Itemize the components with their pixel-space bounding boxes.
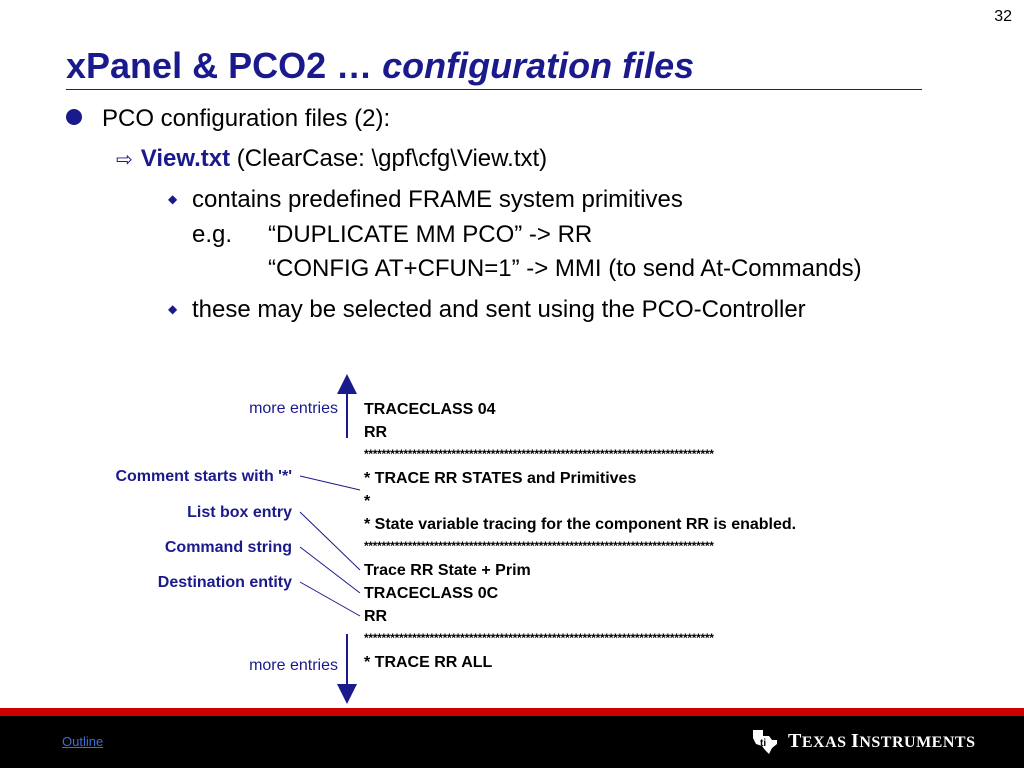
example-line-2: “CONFIG AT+CFUN=1” -> MMI (to send At-Commands) [268,255,862,282]
code-separator-1: ******************************************************************************** [364,447,714,461]
comment-label: Comment starts with '*' [115,468,292,485]
pointer-comment [300,476,360,490]
example-line-1: “DUPLICATE MM PCO” -> RR [268,221,593,248]
ti-wordmark: TEXAS INSTRUMENTS [788,729,976,752]
diamond-bullet-icon: ◆ [168,302,178,316]
page-number: 32 [994,8,1012,25]
title-italic: configuration files [382,45,695,86]
more-entries-bottom-label: more entries [249,657,338,674]
list-box-label: List box entry [187,504,292,521]
outline-link[interactable]: Outline [62,734,104,749]
code-line-traceclass-0c: TRACECLASS 0C [364,585,499,602]
code-line-traceclass-04: TRACECLASS 04 [364,401,496,418]
code-line-rr-1: RR [364,424,388,441]
pointer-destination [300,582,360,616]
ti-logo [750,724,975,758]
code-line-comment-3: * State variable tracing for the component RR is enabled. [364,516,797,533]
code-line-rr-2: RR [364,608,388,625]
destination-entity-label: Destination entity [157,574,292,591]
bullet1-text: PCO configuration files (2): [102,105,391,132]
pointer-list-box [300,512,360,570]
footer-red-stripe [0,708,1024,716]
bullet2-rest: (ClearCase: \gpf\cfg\View.txt) [230,145,548,172]
command-string-label: Command string [164,539,292,556]
bullet4-text: these may be selected and sent using the PCO-Controller [192,296,806,323]
arrow-right-icon: ⇨ [116,149,133,171]
texas-state-icon [750,726,780,756]
bullet2-bold: View.txt [140,145,231,172]
code-separator-3: ******************************************************************************** [364,631,714,645]
code-separator-2: ******************************************************************************** [364,539,714,553]
pointer-command [300,547,360,593]
svg-text:ti: ti [760,738,767,749]
more-entries-top-label: more entries [249,400,338,417]
code-line-trace-all: * TRACE RR ALL [364,654,493,671]
bullet3-line1: contains predefined FRAME system primitives [192,186,683,213]
diamond-bullet-icon: ◆ [168,192,178,206]
code-line-list-entry: Trace RR State + Prim [364,562,531,579]
eg-label: e.g. [192,221,233,248]
title-main: xPanel & PCO2 … [66,45,383,86]
code-line-comment-2: * [364,493,371,510]
code-line-comment-1: * TRACE RR STATES and Primitives [364,470,637,487]
